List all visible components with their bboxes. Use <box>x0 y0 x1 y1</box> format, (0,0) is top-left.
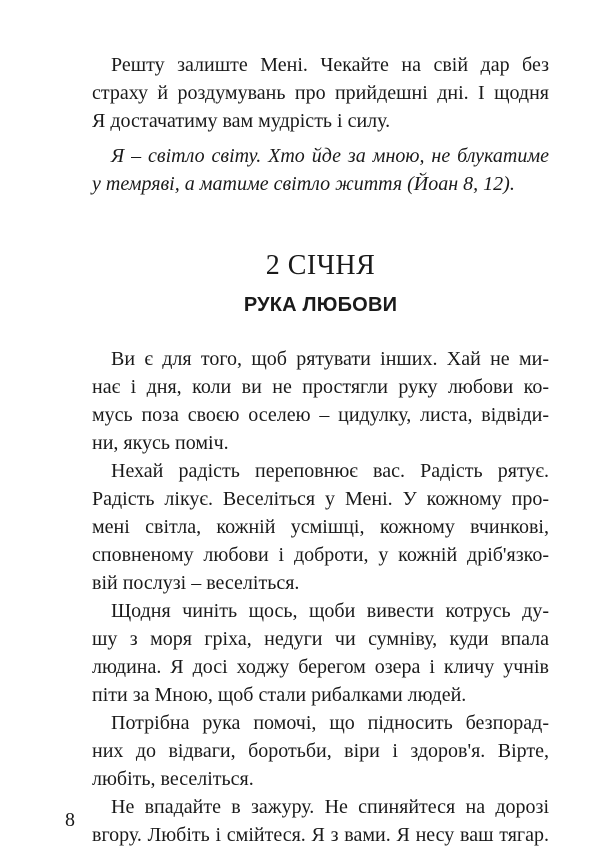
scripture-quote <box>92 142 549 198</box>
paragraph <box>92 597 549 709</box>
text-line: Радість лікує. Веселіться у Мені. У кожному про- <box>92 488 549 510</box>
text-line: мусь поза своєю оселею – цидулку, листа, відвіди- <box>92 404 549 426</box>
paragraph <box>92 457 549 597</box>
text-line: Щодня чиніть щось, щоби вивести котрусь ду- <box>111 600 549 622</box>
text-line: ни, якусь поміч. <box>92 432 229 454</box>
paragraph <box>92 793 549 849</box>
paragraph <box>92 345 549 457</box>
chapter-title: РУКА ЛЮБОВИ <box>243 294 398 316</box>
text-line: людина. Я досі ходжу берегом озера і кличу учнів <box>92 656 549 678</box>
paragraph <box>92 709 549 793</box>
body-text <box>92 345 549 849</box>
text-line: Я достачатиму вам мудрість і силу. <box>92 110 391 132</box>
text-line: у темряві, а матиме світло життя (Йоан 8, 12). <box>92 173 515 195</box>
text-line: страху й роздумувань про прийдешні дні. І щодня <box>92 82 549 104</box>
text-line: Я – світло світу. Хто йде за мною, не блукатиме <box>111 145 549 167</box>
text-line: мені світла, кожній усмішці, кожному вчинкові, <box>92 516 549 538</box>
text-line: сповненому любови і доброти, у кожній дріб'язко- <box>92 544 549 566</box>
text-line: вгору. Любіть і смійтеся. Я з вами. Я несу ваш тягар. <box>92 824 549 846</box>
text-line: Решту залиште Мені. Чекайте на свій дар без <box>111 54 549 76</box>
chapter-date: 2 СІЧНЯ <box>265 250 376 281</box>
text-line: них до відваги, боротьби, віри і здоров'я. Вірте, <box>92 740 549 762</box>
text-line: вій послузі – веселіться. <box>92 572 300 594</box>
text-line: любіть, веселіться. <box>92 768 254 790</box>
text-line: нає і дня, коли ви не простягли руку любови ко- <box>92 376 549 398</box>
text-line: Нехай радість переповнює вас. Радість рятує. <box>111 460 549 482</box>
text-line: Не впадайте в зажуру. Не спиняйтеся на дорозі <box>111 796 549 818</box>
text-line: шу з моря гріха, недуги чи сумніву, куди впала <box>92 628 549 650</box>
text-line: Ви є для того, щоб рятувати інших. Хай не ми- <box>111 348 549 370</box>
page-number: 8 <box>65 809 75 831</box>
text-line: Потрібна рука помочі, що підносить безпорад- <box>111 712 549 734</box>
text-line: піти за Мною, щоб стали рибалками людей. <box>92 684 467 706</box>
intro-paragraph <box>92 51 549 135</box>
